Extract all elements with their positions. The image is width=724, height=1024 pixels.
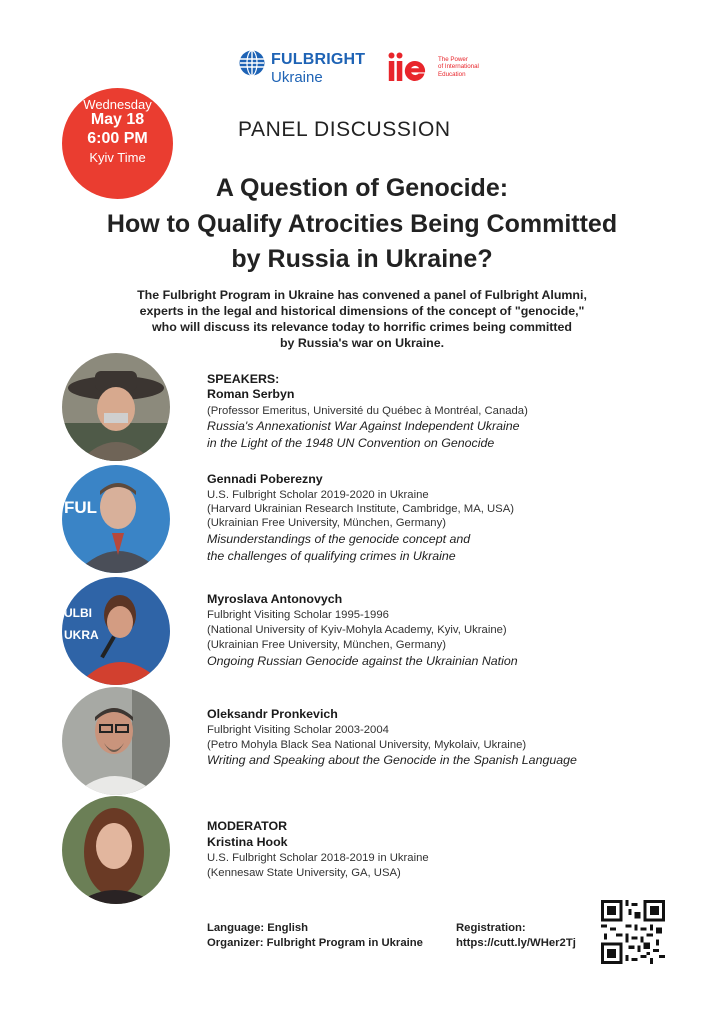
speaker-affiliation: Fulbright Visiting Scholar 1995-1996 [207, 609, 389, 621]
speakers-heading: SPEAKERS: [207, 372, 280, 386]
speaker-talk-title: Misunderstandings of the genocide concept and [207, 532, 471, 546]
speaker-name: Oleksandr Pronkevich [207, 707, 338, 721]
title-line: A Question of Genocide: [215, 174, 509, 202]
speaker-name: Myroslava Antonovych [207, 592, 343, 606]
speaker-photo-myroslava-antonovych [62, 577, 170, 685]
svg-text:ULBI: ULBI [64, 606, 92, 620]
speaker-talk-title: in the Light of the 1948 UN Convention on Genocide [207, 436, 495, 450]
speaker-affiliation: U.S. Fulbright Scholar 2019-2020 in Ukraine [207, 489, 429, 501]
moderator-name: Kristina Hook [207, 835, 288, 849]
speaker-photo-roman-serbyn [62, 353, 170, 461]
speaker-talk-title: Russia's Annexationist War Against Independent Ukraine [207, 419, 520, 433]
fulbright-country: Ukraine [271, 69, 323, 86]
speaker-talk-title: Ongoing Russian Genocide against the Ukrainian Nation [207, 654, 518, 668]
iie-logo [388, 50, 498, 86]
event-timezone: Kyiv Time [89, 150, 146, 165]
moderator-affiliation: (Kennesaw State University, GA, USA) [207, 867, 401, 879]
event-time: 6:00 PM [87, 130, 148, 147]
iie-tagline-line: of International [438, 63, 479, 71]
speaker-name: Roman Serbyn [207, 387, 295, 401]
speaker-name: Gennadi Poberezny [207, 472, 323, 486]
speaker-affiliation: (Petro Mohyla Black Sea National University, Mykolaiv, Ukraine) [207, 739, 527, 751]
iie-logo-icon [388, 52, 434, 82]
intro-line: The Fulbright Program in Ukraine has convened a panel of Fulbright Alumni, [137, 288, 587, 302]
iie-tagline-line: The Power [438, 56, 468, 63]
language-info: Language: English [207, 922, 309, 934]
qr-code-icon[interactable] [601, 900, 665, 964]
moderator-photo-kristina-hook [62, 796, 170, 904]
svg-text:FUL: FUL [64, 498, 98, 517]
intro-line: experts in the legal and historical dimensions of the concept of "genocide," [139, 304, 585, 318]
organizer-info: Organizer: Fulbright Program in Ukraine [207, 937, 423, 949]
event-date: May 18 [90, 111, 145, 128]
speaker-affiliation: (National University of Kyiv-Mohyla Academy, Kyiv, Ukraine) [207, 624, 507, 636]
svg-text:UKRA: UKRA [64, 628, 99, 642]
iie-tagline [438, 56, 479, 78]
fulbright-ukraine-logo [239, 48, 369, 88]
iie-tagline-line: Education [438, 70, 466, 78]
speaker-photo-oleksandr-pronkevich [62, 687, 170, 795]
globe-icon [239, 50, 265, 76]
speaker-talk-title: the challenges of qualifying crimes in Ukraine [207, 549, 456, 563]
speaker-affiliation: Fulbright Visiting Scholar 2003-2004 [207, 724, 389, 736]
event-day: Wednesday [83, 97, 152, 112]
intro-line: by Russia's war on Ukraine. [279, 336, 445, 350]
moderator-affiliation: U.S. Fulbright Scholar 2018-2019 in Ukraine [207, 852, 429, 864]
speaker-affiliation: (Ukrainian Free University, München, Germany) [207, 517, 446, 529]
intro-line: who will discuss its relevance today to horrific crimes being committed [151, 320, 573, 334]
registration-link[interactable]: https://cutt.ly/WHer2Tj [456, 937, 576, 949]
event-type: PANEL DISCUSSION [238, 118, 451, 141]
speaker-affiliation: (Harvard Ukrainian Research Institute, Cambridge, MA, USA) [207, 503, 515, 515]
speaker-affiliation: (Ukrainian Free University, München, Germany) [207, 639, 446, 651]
registration-label: Registration: [456, 922, 526, 934]
fulbright-name: FULBRIGHT [271, 51, 366, 68]
moderator-heading: MODERATOR [207, 819, 288, 833]
speaker-photo-gennadi-poberezny [62, 465, 170, 573]
title-line: by Russia in Ukraine? [231, 245, 493, 273]
title-line: How to Qualify Atrocities Being Committed [106, 210, 618, 238]
speaker-affiliation: (Professor Emeritus, Université du Québec à Montréal, Canada) [207, 405, 528, 417]
speaker-talk-title: Writing and Speaking about the Genocide in the Spanish Language [207, 753, 577, 767]
